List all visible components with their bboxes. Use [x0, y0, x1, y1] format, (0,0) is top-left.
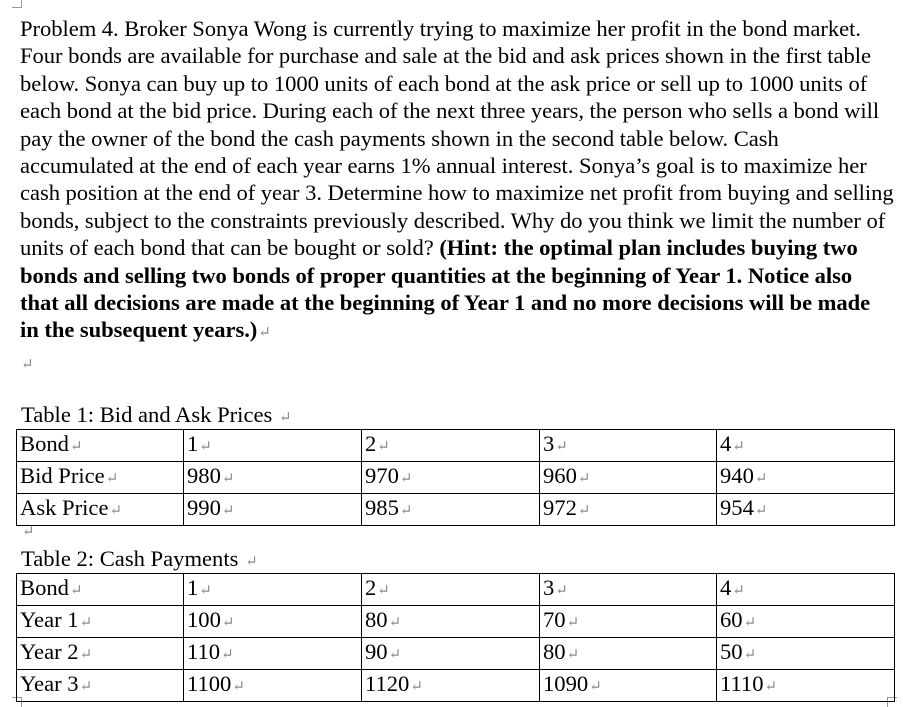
return-mark-icon: ↵ — [109, 503, 123, 519]
table-cell: 972↵ — [540, 494, 717, 526]
table-cell: Bid Price↵ — [17, 462, 184, 494]
return-mark-icon: ↵ — [399, 503, 413, 519]
table-cell: 970↵ — [362, 462, 540, 494]
table-cell: Bond↵ — [17, 430, 184, 462]
table-row — [17, 574, 895, 606]
table-cell: Year 2↵ — [17, 638, 184, 670]
table-cell: 1↵ — [184, 574, 362, 606]
table-cell: 80↵ — [540, 638, 717, 670]
table-row — [17, 606, 895, 638]
table-cell: 100↵ — [184, 606, 362, 638]
return-mark-icon: ↵ — [221, 615, 235, 631]
problem-paragraph — [20, 15, 894, 348]
table-cell: 960↵ — [540, 462, 717, 494]
table-cell: Year 1↵ — [17, 606, 184, 638]
document-body — [20, 15, 894, 376]
return-mark-icon: ↵ — [232, 679, 245, 695]
return-mark-icon: ↵ — [69, 439, 83, 455]
return-mark-icon: ↵ — [22, 524, 35, 540]
table-cell: 954↵ — [717, 494, 895, 526]
table1-caption-text: Table 1: Bid and Ask Prices — [21, 402, 273, 427]
table-cell: 985↵ — [362, 494, 540, 526]
table-cell: 2↵ — [362, 430, 540, 462]
table-cell: 80↵ — [362, 606, 540, 638]
return-mark-icon: ↵ — [589, 679, 602, 695]
problem-text: Problem 4. Broker Sonya Wong is currently trying to maximize her profit in the bond market. Four bonds are available for purchase and sale at the bid and ask prices shown in the first table below. Sonya can buy up to 1000 units of each bond at the ask price or sell up to 1000 units of each bond at the bid price. During each of the next three years, the person who sells a bond will pay the owner of the bond the cash payments shown in the second table below. Cash accumulated at the end of each year earns 1% annual interest. Sonya’s goal is to maximize her cash position at the end of year 3. Determine how to maximize net profit from buying and selling bonds, subject to the constraints previously described. Why do you think we limit the number of units of each bond that can be bought or sold? — [20, 16, 894, 261]
return-mark-icon: ↵ — [199, 439, 212, 455]
table-cell: 1120↵ — [362, 670, 540, 702]
return-mark-icon: ↵ — [732, 439, 745, 455]
return-mark-icon: ↵ — [743, 615, 757, 631]
table-cell: 990↵ — [184, 494, 362, 526]
return-mark-icon: ↵ — [566, 615, 580, 631]
empty-paragraph — [21, 515, 35, 543]
table2-caption — [21, 545, 258, 576]
table-cell: 3↵ — [540, 430, 717, 462]
bid-ask-table — [16, 429, 895, 526]
return-mark-icon: ↵ — [79, 647, 93, 663]
table-cell: 4↵ — [717, 430, 895, 462]
table-row — [17, 430, 895, 462]
table-cell: 1090↵ — [540, 670, 717, 702]
table1-caption — [21, 401, 292, 432]
table-cell: 60↵ — [717, 606, 895, 638]
return-mark-icon: ↵ — [743, 647, 757, 663]
return-mark-icon: ↵ — [754, 471, 768, 487]
return-mark-icon: ↵ — [221, 503, 235, 519]
table-cell: 1100↵ — [184, 670, 362, 702]
table-cell: 90↵ — [362, 638, 540, 670]
table-cell: Bond↵ — [17, 574, 184, 606]
table-cell: 70↵ — [540, 606, 717, 638]
return-mark-icon: ↵ — [79, 679, 93, 695]
table-cell: 2↵ — [362, 574, 540, 606]
return-mark-icon: ↵ — [69, 583, 83, 599]
return-mark-icon: ↵ — [577, 503, 591, 519]
cash-payments-table — [16, 573, 895, 702]
return-mark-icon: ↵ — [79, 615, 93, 631]
return-mark-icon: ↵ — [764, 679, 778, 695]
return-mark-icon: ↵ — [732, 583, 745, 599]
table-cell: 3↵ — [540, 574, 717, 606]
table-cell: Year 3↵ — [17, 670, 184, 702]
table-cell: 50↵ — [717, 638, 895, 670]
return-mark-icon: ↵ — [245, 554, 258, 570]
return-mark-icon: ↵ — [555, 439, 568, 455]
table-row — [17, 462, 895, 494]
return-mark-icon: ↵ — [555, 583, 568, 599]
return-mark-icon: ↵ — [105, 471, 119, 487]
return-mark-icon: ↵ — [399, 471, 413, 487]
table-cell: 940↵ — [717, 462, 895, 494]
table-row — [17, 670, 895, 702]
table-cell: 1110↵ — [717, 670, 895, 702]
table-cell: 1↵ — [184, 430, 362, 462]
empty-paragraph — [20, 348, 894, 376]
table-cell: 110↵ — [184, 638, 362, 670]
table-cell: 4↵ — [717, 574, 895, 606]
return-mark-icon: ↵ — [377, 583, 390, 599]
return-mark-icon: ↵ — [577, 471, 591, 487]
table-cell: 980↵ — [184, 462, 362, 494]
problem-hint: (Hint: the optimal plan includes buying two bonds and selling two bonds of proper quantities at the beginning of Year 1. Notice also that all decisions are made at the beginning of Year 1 and no more decisions will be made in the subsequent years.) — [20, 235, 871, 343]
return-mark-icon: ↵ — [278, 410, 292, 426]
return-mark-icon: ↵ — [199, 583, 212, 599]
table-row — [17, 494, 895, 526]
page-corner-mark — [12, 0, 22, 8]
return-mark-icon: ↵ — [258, 325, 271, 342]
return-mark-icon: ↵ — [388, 615, 402, 631]
return-mark-icon: ↵ — [221, 471, 235, 487]
return-mark-icon: ↵ — [221, 647, 234, 663]
return-mark-icon: ↵ — [754, 503, 768, 519]
return-mark-icon: ↵ — [377, 439, 390, 455]
return-mark-icon: ↵ — [410, 679, 423, 695]
table-cell: Ask Price↵ — [17, 494, 184, 526]
table-row — [17, 638, 895, 670]
table2-caption-text: Table 2: Cash Payments — [21, 546, 239, 571]
return-mark-icon: ↵ — [566, 647, 580, 663]
return-mark-icon: ↵ — [21, 356, 34, 373]
return-mark-icon: ↵ — [388, 647, 402, 663]
